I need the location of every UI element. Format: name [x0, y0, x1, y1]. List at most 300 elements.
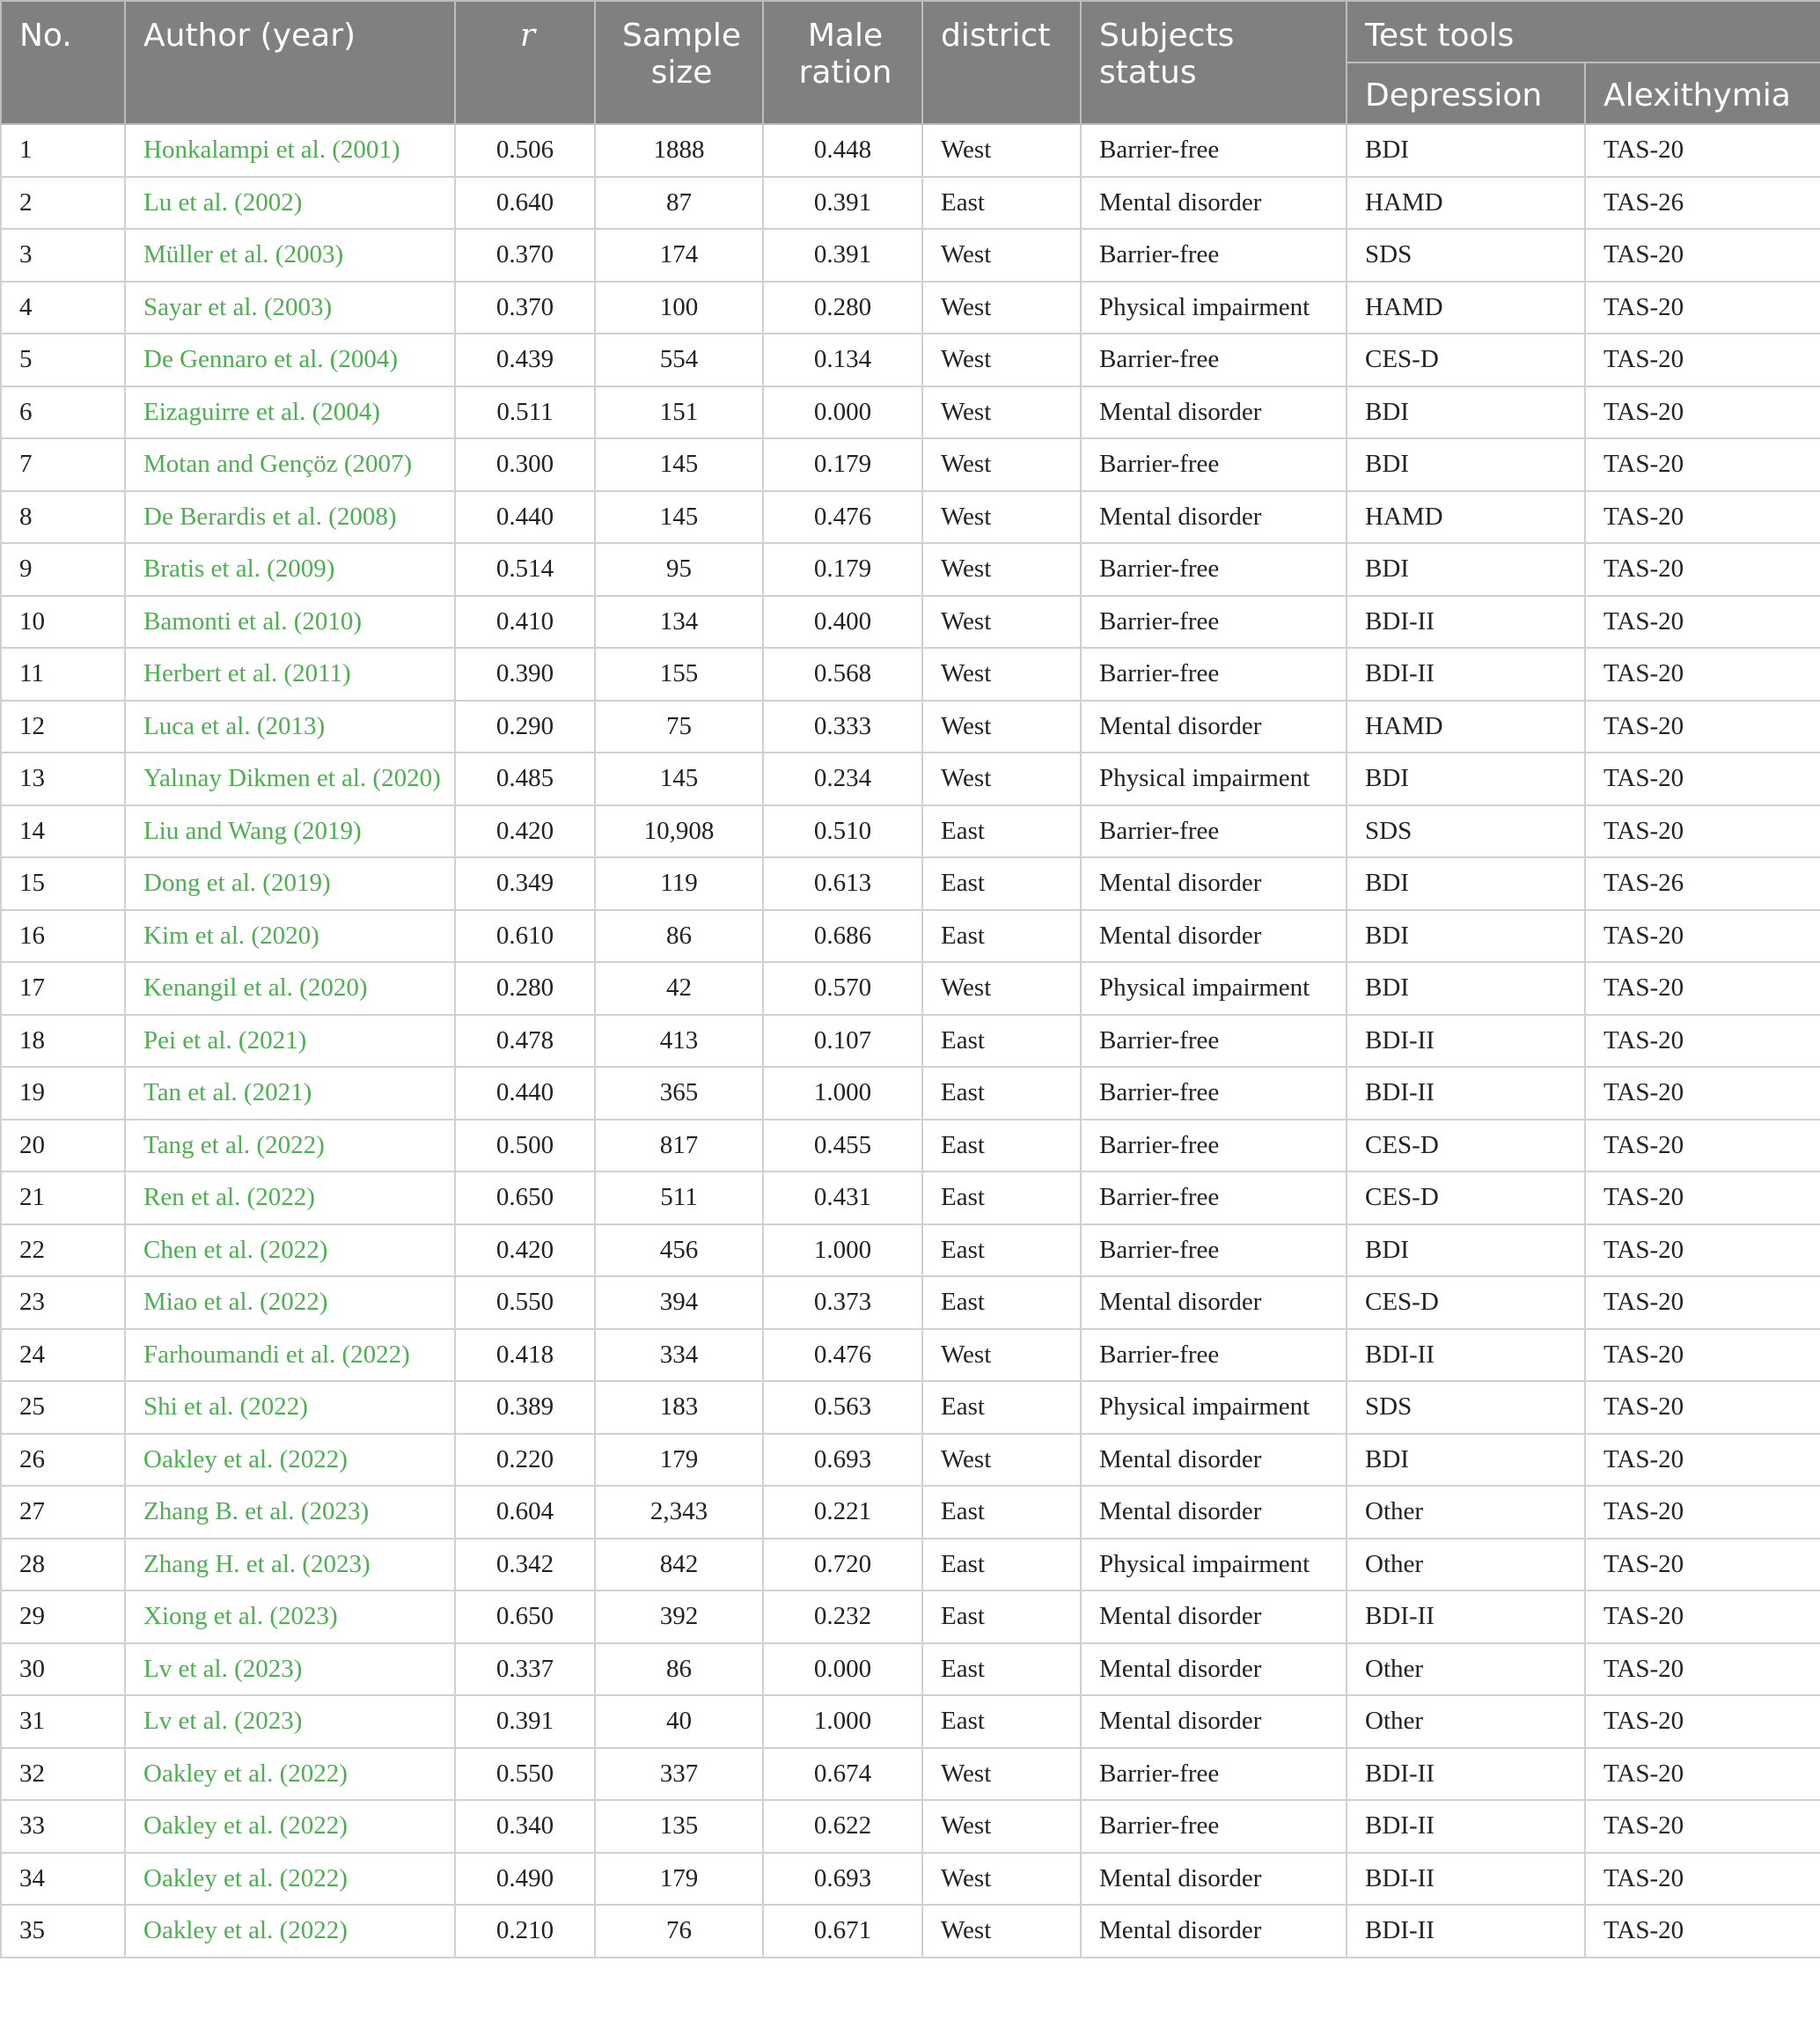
- cell-depression-tool: CES-D: [1347, 1276, 1585, 1329]
- cell-no: 32: [1, 1748, 125, 1801]
- cell-district: West: [922, 124, 1081, 177]
- cell-r: 0.391: [455, 1695, 595, 1748]
- cell-district: East: [922, 1381, 1081, 1434]
- cell-sample-size: 86: [595, 1643, 763, 1696]
- cell-r: 0.280: [455, 962, 595, 1015]
- table-row: [1, 596, 1820, 649]
- table-row: [1, 648, 1820, 701]
- table-row: [1, 1015, 1820, 1068]
- cell-sample-size: 10,908: [595, 805, 763, 858]
- cell-subjects-status: Barrier-free: [1081, 1329, 1347, 1382]
- table-row: [1, 1853, 1820, 1906]
- cell-alexithymia-tool: TAS-20: [1585, 1172, 1820, 1224]
- cell-subjects-status: Barrier-free: [1081, 438, 1347, 491]
- cell-depression-tool: BDI: [1347, 124, 1585, 177]
- cell-subjects-status: Mental disorder: [1081, 1643, 1347, 1696]
- table-row: [1, 1276, 1820, 1329]
- cell-author-link[interactable]: Zhang H. et al. (2023): [125, 1539, 455, 1591]
- cell-sample-size: 179: [595, 1434, 763, 1487]
- cell-male-ration: 0.221: [763, 1486, 922, 1539]
- table-row: [1, 753, 1820, 805]
- cell-male-ration: 0.000: [763, 1643, 922, 1696]
- cell-alexithymia-tool: TAS-20: [1585, 1381, 1820, 1434]
- cell-r: 0.370: [455, 229, 595, 282]
- cell-sample-size: 179: [595, 1853, 763, 1906]
- cell-district: West: [922, 438, 1081, 491]
- cell-r: 0.550: [455, 1748, 595, 1801]
- cell-r: 0.389: [455, 1381, 595, 1434]
- cell-sample-size: 817: [595, 1120, 763, 1172]
- table-row: [1, 1748, 1820, 1801]
- cell-subjects-status: Mental disorder: [1081, 701, 1347, 753]
- cell-alexithymia-tool: TAS-20: [1585, 1643, 1820, 1696]
- cell-male-ration: 0.431: [763, 1172, 922, 1224]
- cell-sample-size: 511: [595, 1172, 763, 1224]
- cell-district: East: [922, 1172, 1081, 1224]
- cell-no: 28: [1, 1539, 125, 1591]
- table-row: [1, 701, 1820, 753]
- cell-alexithymia-tool: TAS-20: [1585, 1905, 1820, 1958]
- table-row: [1, 438, 1820, 491]
- cell-subjects-status: Mental disorder: [1081, 177, 1347, 230]
- table-row: [1, 334, 1820, 386]
- header-male-line1: Male: [807, 18, 884, 54]
- header-r: r: [455, 1, 595, 124]
- header-male-ration: [763, 1, 922, 124]
- table-row: [1, 543, 1820, 596]
- cell-r: 0.420: [455, 805, 595, 858]
- cell-district: East: [922, 1224, 1081, 1277]
- cell-district: East: [922, 1643, 1081, 1696]
- cell-author-link[interactable]: Liu and Wang (2019): [125, 805, 455, 858]
- table-row: [1, 1172, 1820, 1224]
- cell-sample-size: 135: [595, 1800, 763, 1853]
- cell-alexithymia-tool: TAS-20: [1585, 282, 1820, 334]
- cell-subjects-status: Mental disorder: [1081, 1276, 1347, 1329]
- cell-author-link[interactable]: Tan et al. (2021): [125, 1067, 455, 1120]
- cell-alexithymia-tool: TAS-20: [1585, 1434, 1820, 1487]
- cell-depression-tool: BDI: [1347, 1224, 1585, 1277]
- cell-district: West: [922, 648, 1081, 701]
- cell-alexithymia-tool: TAS-20: [1585, 124, 1820, 177]
- cell-male-ration: 0.391: [763, 229, 922, 282]
- cell-depression-tool: HAMD: [1347, 701, 1585, 753]
- cell-sample-size: 145: [595, 438, 763, 491]
- cell-no: 26: [1, 1434, 125, 1487]
- cell-district: West: [922, 596, 1081, 649]
- cell-district: West: [922, 962, 1081, 1015]
- cell-no: 17: [1, 962, 125, 1015]
- cell-subjects-status: Physical impairment: [1081, 962, 1347, 1015]
- cell-author-link[interactable]: De Berardis et al. (2008): [125, 491, 455, 544]
- cell-r: 0.220: [455, 1434, 595, 1487]
- cell-author-link[interactable]: Tang et al. (2022): [125, 1120, 455, 1172]
- cell-no: 22: [1, 1224, 125, 1277]
- cell-depression-tool: BDI-II: [1347, 1591, 1585, 1643]
- cell-district: East: [922, 857, 1081, 910]
- header-sample-line2: size: [650, 55, 713, 91]
- cell-depression-tool: BDI-II: [1347, 648, 1585, 701]
- cell-author-link[interactable]: Kenangil et al. (2020): [125, 962, 455, 1015]
- cell-author-link[interactable]: Dong et al. (2019): [125, 857, 455, 910]
- cell-male-ration: 0.613: [763, 857, 922, 910]
- cell-sample-size: 145: [595, 753, 763, 805]
- header-sample-size: [595, 1, 763, 124]
- table-row: [1, 1120, 1820, 1172]
- table-row: [1, 491, 1820, 544]
- cell-no: 23: [1, 1276, 125, 1329]
- cell-author-link[interactable]: Bamonti et al. (2010): [125, 596, 455, 649]
- cell-sample-size: 86: [595, 910, 763, 963]
- cell-subjects-status: Physical impairment: [1081, 1381, 1347, 1434]
- cell-subjects-status: Barrier-free: [1081, 805, 1347, 858]
- cell-alexithymia-tool: TAS-20: [1585, 962, 1820, 1015]
- cell-depression-tool: BDI-II: [1347, 1067, 1585, 1120]
- cell-author-link[interactable]: Pei et al. (2021): [125, 1015, 455, 1068]
- table-body: [1, 124, 1820, 1958]
- cell-alexithymia-tool: TAS-20: [1585, 910, 1820, 963]
- table-row: [1, 1224, 1820, 1277]
- cell-district: East: [922, 1591, 1081, 1643]
- cell-r: 0.418: [455, 1329, 595, 1382]
- cell-sample-size: 554: [595, 334, 763, 386]
- cell-sample-size: 155: [595, 648, 763, 701]
- table-row: [1, 1381, 1820, 1434]
- cell-author-link[interactable]: Xiong et al. (2023): [125, 1591, 455, 1643]
- header-depression: Depression: [1347, 62, 1585, 124]
- cell-r: 0.440: [455, 1067, 595, 1120]
- cell-sample-size: 337: [595, 1748, 763, 1801]
- cell-alexithymia-tool: TAS-20: [1585, 334, 1820, 386]
- cell-district: West: [922, 229, 1081, 282]
- cell-r: 0.349: [455, 857, 595, 910]
- cell-r: 0.490: [455, 1853, 595, 1906]
- cell-subjects-status: Barrier-free: [1081, 1172, 1347, 1224]
- cell-r: 0.340: [455, 1800, 595, 1853]
- header-alexithymia: Alexithymia: [1585, 62, 1820, 124]
- cell-depression-tool: HAMD: [1347, 282, 1585, 334]
- cell-alexithymia-tool: TAS-20: [1585, 229, 1820, 282]
- cell-male-ration: 0.234: [763, 753, 922, 805]
- cell-male-ration: 0.476: [763, 1329, 922, 1382]
- cell-author-link[interactable]: Sayar et al. (2003): [125, 282, 455, 334]
- cell-district: West: [922, 543, 1081, 596]
- cell-author-link[interactable]: Luca et al. (2013): [125, 701, 455, 753]
- cell-depression-tool: BDI-II: [1347, 1329, 1585, 1382]
- cell-alexithymia-tool: TAS-20: [1585, 648, 1820, 701]
- cell-male-ration: 0.000: [763, 386, 922, 439]
- cell-sample-size: 87: [595, 177, 763, 230]
- cell-r: 0.337: [455, 1643, 595, 1696]
- cell-male-ration: 0.563: [763, 1381, 922, 1434]
- cell-sample-size: 392: [595, 1591, 763, 1643]
- header-author: Author (year): [125, 1, 455, 124]
- cell-district: West: [922, 753, 1081, 805]
- cell-male-ration: 1.000: [763, 1067, 922, 1120]
- cell-sample-size: 456: [595, 1224, 763, 1277]
- cell-subjects-status: Barrier-free: [1081, 229, 1347, 282]
- cell-alexithymia-tool: TAS-20: [1585, 1067, 1820, 1120]
- cell-male-ration: 1.000: [763, 1224, 922, 1277]
- cell-sample-size: 76: [595, 1905, 763, 1958]
- cell-no: 1: [1, 124, 125, 177]
- cell-male-ration: 0.622: [763, 1800, 922, 1853]
- cell-author-link[interactable]: Kim et al. (2020): [125, 910, 455, 963]
- cell-alexithymia-tool: TAS-20: [1585, 1224, 1820, 1277]
- cell-r: 0.514: [455, 543, 595, 596]
- cell-subjects-status: Mental disorder: [1081, 1905, 1347, 1958]
- cell-author-link[interactable]: De Gennaro et al. (2004): [125, 334, 455, 386]
- cell-no: 2: [1, 177, 125, 230]
- cell-author-link[interactable]: Chen et al. (2022): [125, 1224, 455, 1277]
- cell-sample-size: 95: [595, 543, 763, 596]
- cell-sample-size: 842: [595, 1539, 763, 1591]
- cell-alexithymia-tool: TAS-20: [1585, 1486, 1820, 1539]
- cell-alexithymia-tool: TAS-20: [1585, 543, 1820, 596]
- cell-r: 0.604: [455, 1486, 595, 1539]
- cell-no: 5: [1, 334, 125, 386]
- cell-subjects-status: Physical impairment: [1081, 753, 1347, 805]
- cell-male-ration: 0.476: [763, 491, 922, 544]
- cell-author-link[interactable]: Lv et al. (2023): [125, 1695, 455, 1748]
- cell-no: 25: [1, 1381, 125, 1434]
- cell-male-ration: 0.674: [763, 1748, 922, 1801]
- cell-male-ration: 0.448: [763, 124, 922, 177]
- cell-alexithymia-tool: TAS-20: [1585, 438, 1820, 491]
- cell-alexithymia-tool: TAS-26: [1585, 857, 1820, 910]
- cell-alexithymia-tool: TAS-20: [1585, 753, 1820, 805]
- cell-r: 0.210: [455, 1905, 595, 1958]
- cell-author-link[interactable]: Miao et al. (2022): [125, 1276, 455, 1329]
- cell-district: West: [922, 491, 1081, 544]
- cell-male-ration: 0.720: [763, 1539, 922, 1591]
- table-row: [1, 1591, 1820, 1643]
- cell-male-ration: 0.179: [763, 438, 922, 491]
- cell-sample-size: 134: [595, 596, 763, 649]
- cell-author-link[interactable]: Herbert et al. (2011): [125, 648, 455, 701]
- cell-author-link[interactable]: Oakley et al. (2022): [125, 1800, 455, 1853]
- cell-subjects-status: Mental disorder: [1081, 1853, 1347, 1906]
- cell-sample-size: 42: [595, 962, 763, 1015]
- header-no: No.: [1, 1, 125, 124]
- cell-author-link[interactable]: Lv et al. (2023): [125, 1643, 455, 1696]
- cell-subjects-status: Barrier-free: [1081, 334, 1347, 386]
- cell-r: 0.290: [455, 701, 595, 753]
- cell-male-ration: 0.280: [763, 282, 922, 334]
- cell-r: 0.300: [455, 438, 595, 491]
- cell-sample-size: 40: [595, 1695, 763, 1748]
- cell-r: 0.410: [455, 596, 595, 649]
- cell-alexithymia-tool: TAS-20: [1585, 701, 1820, 753]
- cell-male-ration: 0.686: [763, 910, 922, 963]
- cell-r: 0.440: [455, 491, 595, 544]
- table-row: [1, 282, 1820, 334]
- table-row: [1, 177, 1820, 230]
- cell-no: 12: [1, 701, 125, 753]
- cell-male-ration: 0.510: [763, 805, 922, 858]
- cell-district: West: [922, 1748, 1081, 1801]
- cell-no: 29: [1, 1591, 125, 1643]
- cell-author-link[interactable]: Farhoumandi et al. (2022): [125, 1329, 455, 1382]
- cell-alexithymia-tool: TAS-20: [1585, 1015, 1820, 1068]
- table-row: [1, 1067, 1820, 1120]
- cell-depression-tool: BDI: [1347, 962, 1585, 1015]
- cell-male-ration: 0.693: [763, 1434, 922, 1487]
- cell-alexithymia-tool: TAS-26: [1585, 177, 1820, 230]
- cell-depression-tool: BDI: [1347, 753, 1585, 805]
- cell-subjects-status: Barrier-free: [1081, 1067, 1347, 1120]
- cell-no: 20: [1, 1120, 125, 1172]
- cell-alexithymia-tool: TAS-20: [1585, 1120, 1820, 1172]
- table-row: [1, 1905, 1820, 1958]
- cell-depression-tool: HAMD: [1347, 491, 1585, 544]
- cell-alexithymia-tool: TAS-20: [1585, 1329, 1820, 1382]
- cell-alexithymia-tool: TAS-20: [1585, 386, 1820, 439]
- cell-r: 0.370: [455, 282, 595, 334]
- cell-alexithymia-tool: TAS-20: [1585, 1539, 1820, 1591]
- cell-subjects-status: Physical impairment: [1081, 1539, 1347, 1591]
- cell-male-ration: 0.455: [763, 1120, 922, 1172]
- cell-alexithymia-tool: TAS-20: [1585, 1748, 1820, 1801]
- cell-no: 15: [1, 857, 125, 910]
- cell-alexithymia-tool: TAS-20: [1585, 1591, 1820, 1643]
- cell-male-ration: 0.107: [763, 1015, 922, 1068]
- cell-no: 33: [1, 1800, 125, 1853]
- table-row: [1, 805, 1820, 858]
- cell-male-ration: 0.391: [763, 177, 922, 230]
- cell-no: 4: [1, 282, 125, 334]
- cell-no: 6: [1, 386, 125, 439]
- cell-male-ration: 0.568: [763, 648, 922, 701]
- cell-sample-size: 183: [595, 1381, 763, 1434]
- cell-sample-size: 145: [595, 491, 763, 544]
- cell-sample-size: 413: [595, 1015, 763, 1068]
- cell-subjects-status: Mental disorder: [1081, 910, 1347, 963]
- cell-district: West: [922, 282, 1081, 334]
- cell-male-ration: 0.570: [763, 962, 922, 1015]
- cell-subjects-status: Physical impairment: [1081, 282, 1347, 334]
- cell-sample-size: 1888: [595, 124, 763, 177]
- cell-district: West: [922, 1434, 1081, 1487]
- table-row: [1, 386, 1820, 439]
- cell-depression-tool: CES-D: [1347, 334, 1585, 386]
- cell-sample-size: 334: [595, 1329, 763, 1382]
- cell-subjects-status: Mental disorder: [1081, 1434, 1347, 1487]
- table-row: [1, 962, 1820, 1015]
- cell-male-ration: 0.179: [763, 543, 922, 596]
- table-row: [1, 124, 1820, 177]
- cell-subjects-status: Barrier-free: [1081, 1015, 1347, 1068]
- cell-district: East: [922, 1276, 1081, 1329]
- cell-author-link[interactable]: Honkalampi et al. (2001): [125, 124, 455, 177]
- cell-subjects-status: Mental disorder: [1081, 1695, 1347, 1748]
- cell-depression-tool: Other: [1347, 1539, 1585, 1591]
- cell-author-link[interactable]: Yalınay Dikmen et al. (2020): [125, 753, 455, 805]
- header-sample-line1: Sample: [622, 18, 741, 54]
- header-male-line2: ration: [798, 55, 892, 91]
- cell-author-link[interactable]: Shi et al. (2022): [125, 1381, 455, 1434]
- cell-r: 0.420: [455, 1224, 595, 1277]
- cell-district: East: [922, 1539, 1081, 1591]
- cell-depression-tool: BDI-II: [1347, 596, 1585, 649]
- cell-depression-tool: BDI: [1347, 910, 1585, 963]
- cell-author-link[interactable]: Lu et al. (2002): [125, 177, 455, 230]
- table-row: [1, 1643, 1820, 1696]
- cell-author-link[interactable]: Oakley et al. (2022): [125, 1748, 455, 1801]
- cell-r: 0.650: [455, 1591, 595, 1643]
- cell-author-link[interactable]: Motan and Gençöz (2007): [125, 438, 455, 491]
- cell-district: West: [922, 1329, 1081, 1382]
- cell-depression-tool: BDI-II: [1347, 1905, 1585, 1958]
- cell-no: 8: [1, 491, 125, 544]
- cell-depression-tool: HAMD: [1347, 177, 1585, 230]
- table-header: [1, 1, 1820, 124]
- cell-r: 0.390: [455, 648, 595, 701]
- cell-no: 10: [1, 596, 125, 649]
- cell-depression-tool: Other: [1347, 1486, 1585, 1539]
- cell-district: East: [922, 177, 1081, 230]
- cell-male-ration: 1.000: [763, 1695, 922, 1748]
- cell-author-link[interactable]: Oakley et al. (2022): [125, 1434, 455, 1487]
- cell-author-link[interactable]: Ren et al. (2022): [125, 1172, 455, 1224]
- cell-male-ration: 0.400: [763, 596, 922, 649]
- cell-author-link[interactable]: Zhang B. et al. (2023): [125, 1486, 455, 1539]
- cell-no: 35: [1, 1905, 125, 1958]
- table-row: [1, 1695, 1820, 1748]
- table-row: [1, 857, 1820, 910]
- cell-author-link[interactable]: Müller et al. (2003): [125, 229, 455, 282]
- cell-no: 7: [1, 438, 125, 491]
- cell-no: 9: [1, 543, 125, 596]
- cell-depression-tool: Other: [1347, 1643, 1585, 1696]
- cell-no: 14: [1, 805, 125, 858]
- cell-no: 27: [1, 1486, 125, 1539]
- cell-alexithymia-tool: TAS-20: [1585, 491, 1820, 544]
- header-test-tools: Test tools: [1347, 1, 1820, 62]
- cell-depression-tool: BDI: [1347, 386, 1585, 439]
- cell-no: 16: [1, 910, 125, 963]
- cell-no: 24: [1, 1329, 125, 1382]
- cell-alexithymia-tool: TAS-20: [1585, 805, 1820, 858]
- cell-district: West: [922, 1853, 1081, 1906]
- cell-alexithymia-tool: TAS-20: [1585, 1695, 1820, 1748]
- cell-r: 0.640: [455, 177, 595, 230]
- cell-no: 18: [1, 1015, 125, 1068]
- cell-alexithymia-tool: TAS-20: [1585, 1276, 1820, 1329]
- table-row: [1, 1539, 1820, 1591]
- cell-r: 0.439: [455, 334, 595, 386]
- cell-author-link[interactable]: Oakley et al. (2022): [125, 1853, 455, 1906]
- cell-author-link[interactable]: Bratis et al. (2009): [125, 543, 455, 596]
- cell-subjects-status: Barrier-free: [1081, 1224, 1347, 1277]
- cell-depression-tool: BDI-II: [1347, 1015, 1585, 1068]
- cell-depression-tool: BDI-II: [1347, 1800, 1585, 1853]
- cell-no: 19: [1, 1067, 125, 1120]
- table-row: [1, 229, 1820, 282]
- cell-subjects-status: Mental disorder: [1081, 1591, 1347, 1643]
- cell-district: West: [922, 1800, 1081, 1853]
- cell-depression-tool: BDI-II: [1347, 1748, 1585, 1801]
- cell-subjects-status: Barrier-free: [1081, 1748, 1347, 1801]
- cell-r: 0.610: [455, 910, 595, 963]
- cell-author-link[interactable]: Oakley et al. (2022): [125, 1905, 455, 1958]
- cell-author-link[interactable]: Eizaguirre et al. (2004): [125, 386, 455, 439]
- cell-subjects-status: Barrier-free: [1081, 596, 1347, 649]
- cell-male-ration: 0.373: [763, 1276, 922, 1329]
- cell-sample-size: 174: [595, 229, 763, 282]
- cell-no: 30: [1, 1643, 125, 1696]
- cell-no: 21: [1, 1172, 125, 1224]
